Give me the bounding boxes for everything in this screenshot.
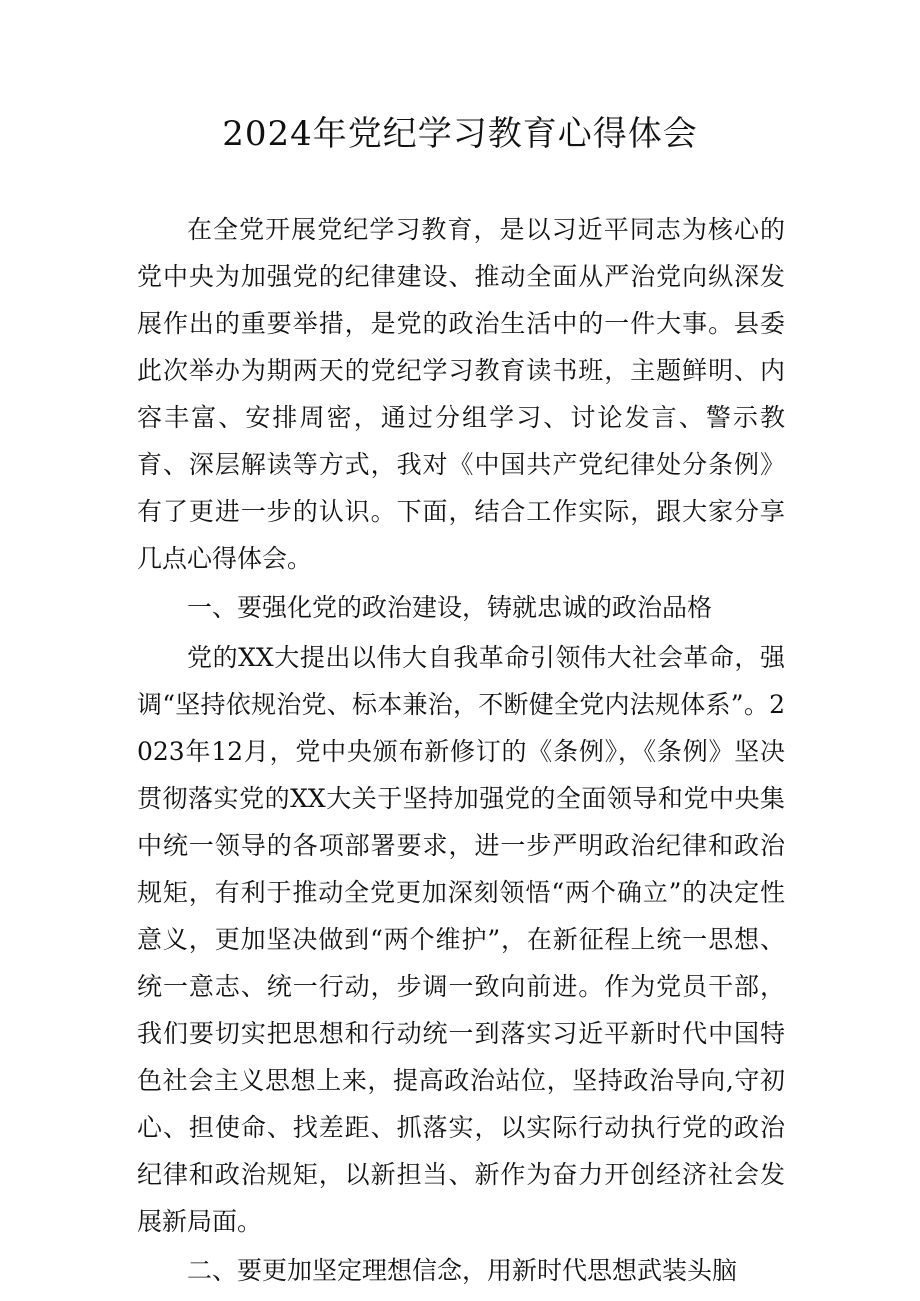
intro-paragraph: 在全党开展党纪学习教育，是以习近平同志为核心的党中央为加强党的纪律建设、推动全面从严治党向纵深发展作出的重要举措，是党的政治生活中的一件大事。县委此次举办为期两天的党纪学习教育读书班，主题鲜明、内容丰富、安排周密，通过分组学习、讨论发言、警示教育、深层解读等方式，我对《中国共产党纪律处分条例》有了更进一步的认识。下面，结合工作实际，跟大家分享几点心得体会。 xyxy=(137,215,785,573)
section-1-paragraph: 党的XX大提出以伟大自我革命引领伟大社会革命，强调“坚持依规治党、标本兼治，不断健全党内法规体系”。2023年12月，党中央颁布新修订的《条例》，《条例》坚决贯彻落实党的XX大关于坚持加强党的全面领导和党中央集中统一领导的各项部署要求，进一步严明政治纪律和政治规矩，有利于推动全党更加深刻领悟“两个确立”的决定性意义，更加坚决做到“两个维护”，在新征程上统一思想、统一意志、统一行动，步调一致向前进。作为党员干部，我们要切实把思想和行动统一到落实习近平新时代中国特色社会主义思想上来，提高政治站位，坚持政治导向,守初心、担使命、找差距、抓落实，以实际行动执行党的政治纪律和政治规矩，以新担当、新作为奋力开创经济社会发展新局面。 xyxy=(137,643,785,1236)
document-title: 2024年党纪学习教育心得体会 xyxy=(222,114,698,154)
section-heading-1: 一、要强化党的政治建设，铸就忠诚的政治品格 xyxy=(187,593,713,622)
section-heading-2: 二、要更加坚定理想信念，用新时代思想武装头脑 xyxy=(187,1256,738,1285)
document-body xyxy=(137,206,785,1297)
